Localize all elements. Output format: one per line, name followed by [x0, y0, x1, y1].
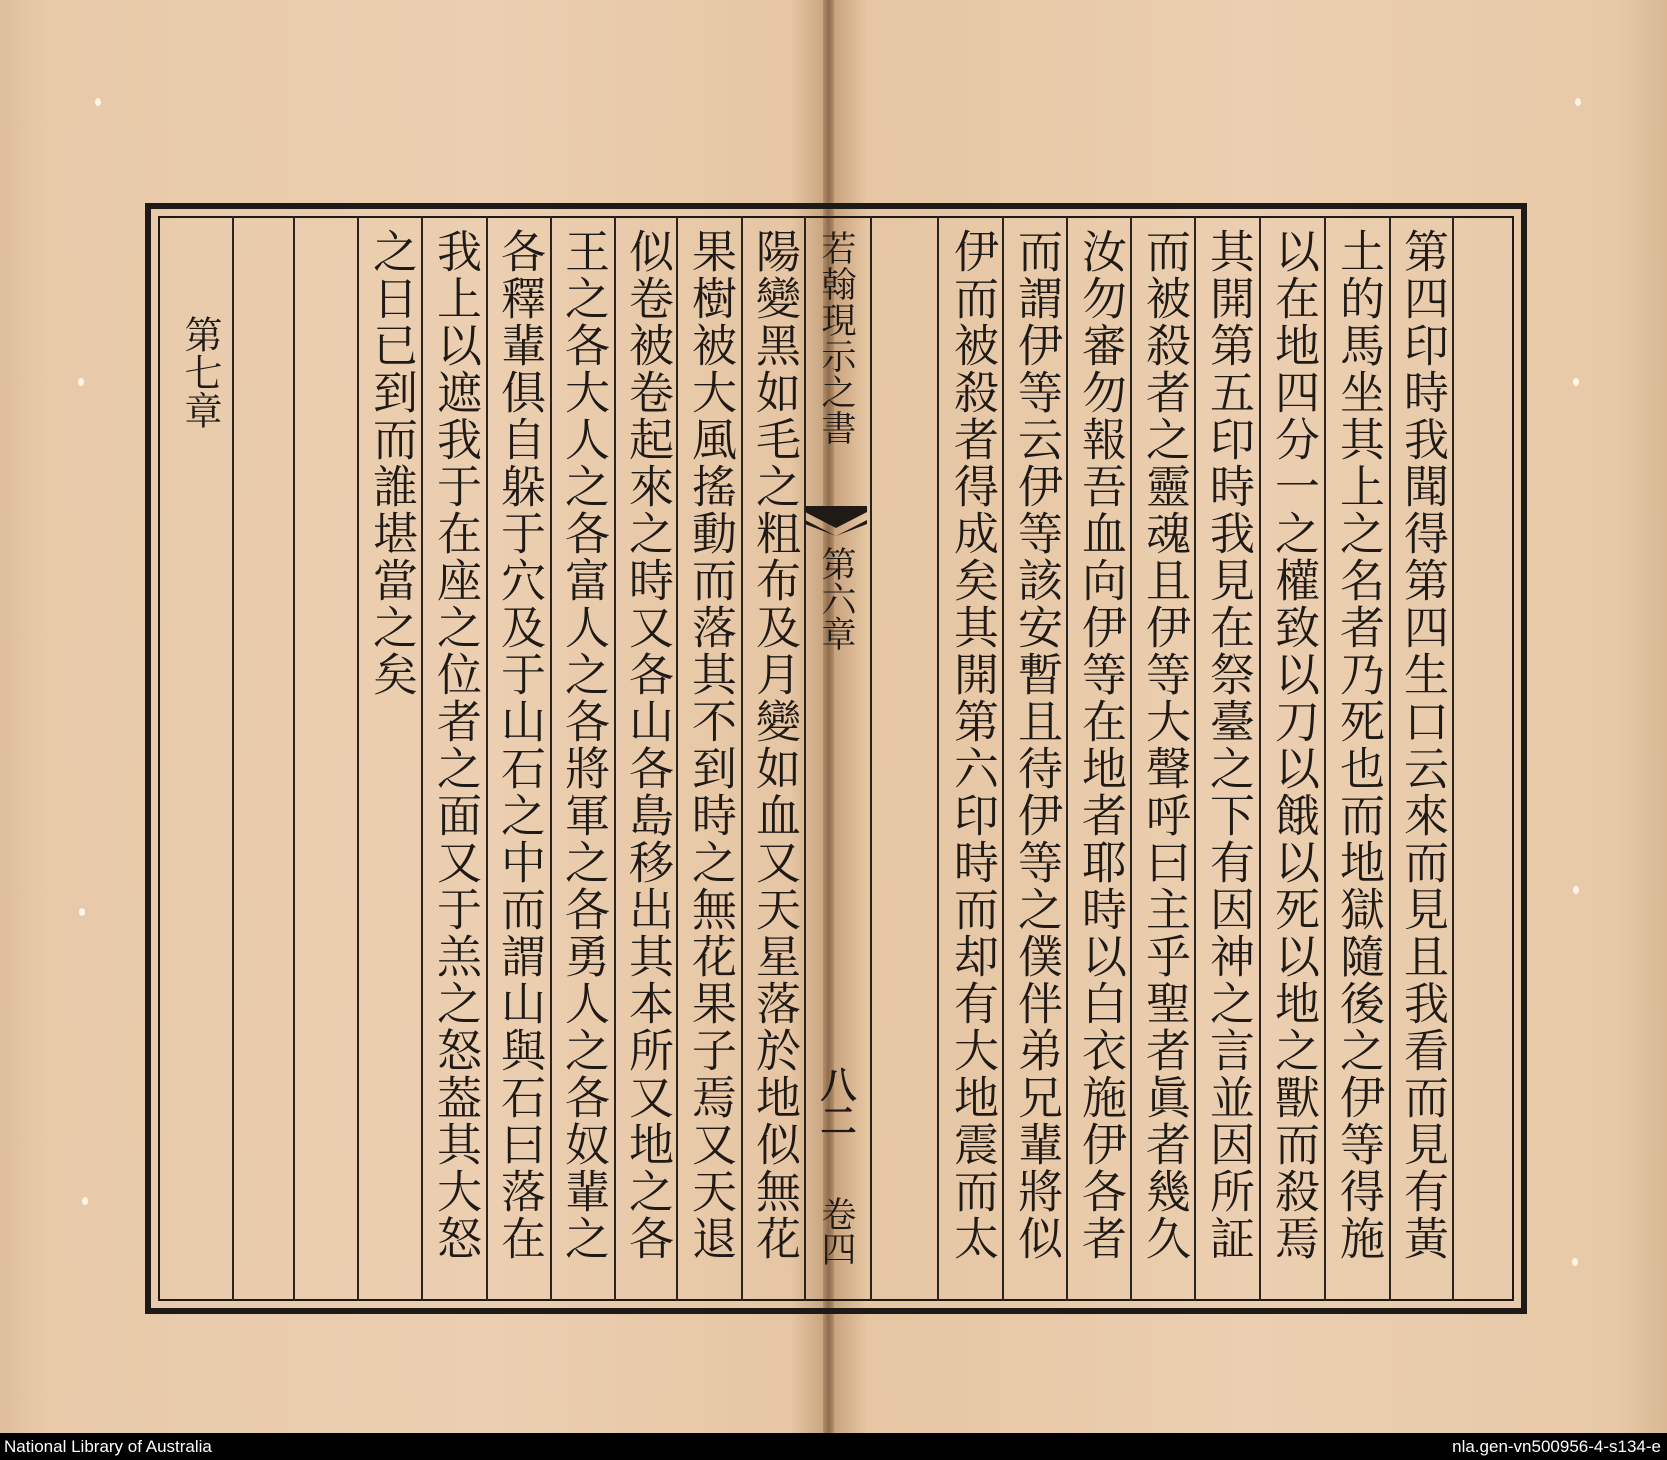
text-column: 以在地四分一之權致以刀以餓以死以地之獸而殺焉: [1267, 228, 1320, 1262]
text-column: 第四印時我聞得第四生口云來而見且我看而見有黃: [1396, 228, 1449, 1262]
column-rule: [870, 216, 872, 1301]
column-rule: [1194, 216, 1196, 1301]
column-rule: [614, 216, 616, 1301]
binding-hole: [1573, 886, 1579, 894]
column-rule: [1259, 216, 1261, 1301]
text-column: 陽變黑如毛之粗布及月變如血又天星落於地似無花: [748, 228, 801, 1262]
text-column: 其開第五印時我見在祭臺之下有因神之言並因所証: [1202, 228, 1255, 1262]
text-column: 伊而被殺者得成矣其開第六印時而却有大地震而太: [946, 228, 999, 1262]
book-title: 若翰現示之書: [816, 230, 856, 446]
text-column: 果樹被大風搖動而落其不到時之無花果子焉又天退: [684, 228, 737, 1262]
binding-hole: [1575, 98, 1581, 106]
column-rule: [357, 216, 359, 1301]
binding-hole: [1572, 1258, 1578, 1266]
binding-hole: [79, 908, 85, 916]
column-rule: [232, 216, 234, 1301]
footer-identifier: nla.gen-vn500956-4-s134-e: [1452, 1437, 1661, 1456]
text-column: 各釋輩俱自躲于穴及于山石之中而謂山與石曰落在: [493, 228, 546, 1262]
binding-hole: [95, 98, 101, 106]
center-margin-band: [805, 216, 867, 1301]
column-rule: [550, 216, 552, 1301]
text-column: 似卷被卷起來之時又各山各島移出其本所又地之各: [621, 228, 674, 1262]
text-column: 而被殺者之靈魂且伊等大聲呼曰主乎聖者眞者幾久: [1138, 228, 1191, 1262]
column-rule: [1324, 216, 1326, 1301]
column-rule: [421, 216, 423, 1301]
text-column: 土的馬坐其上之名者乃死也而地獄隨後之伊等得施: [1332, 228, 1385, 1262]
footer-bar: [0, 1433, 1667, 1460]
volume-label: 卷四: [816, 1196, 856, 1266]
chapter-label: 第六章: [816, 546, 856, 651]
column-rule: [1066, 216, 1068, 1301]
column-rule: [937, 216, 939, 1301]
column-rule: [1389, 216, 1391, 1301]
text-column: 之日已到而誰堪當之矣: [365, 228, 418, 698]
chapter-heading: 第七章: [178, 315, 222, 429]
footer-library-name: National Library of Australia: [4, 1437, 212, 1456]
column-rule: [293, 216, 295, 1301]
binding-hole: [78, 378, 84, 386]
column-rule: [741, 216, 743, 1301]
text-column: 而謂伊等云伊等該安暫且待伊等之僕伴弟兄輩將似: [1010, 228, 1063, 1262]
column-rule: [1002, 216, 1004, 1301]
column-rule: [1452, 216, 1454, 1301]
column-rule: [1130, 216, 1132, 1301]
column-rule: [486, 216, 488, 1301]
binding-hole: [1573, 378, 1579, 386]
binding-hole: [82, 1197, 88, 1205]
fish-tail-mark-icon: [805, 506, 867, 536]
text-column: 王之各大人之各富人之各將軍之各勇人之各奴輩之: [557, 228, 610, 1262]
text-column: 我上以遮我于在座之位者之面又于羔之怒葢其大怒: [429, 228, 482, 1262]
text-column: 汝勿審勿報吾血向伊等在地者耶時以白衣施伊各者: [1074, 228, 1127, 1262]
page-number: 八二: [815, 1066, 857, 1138]
